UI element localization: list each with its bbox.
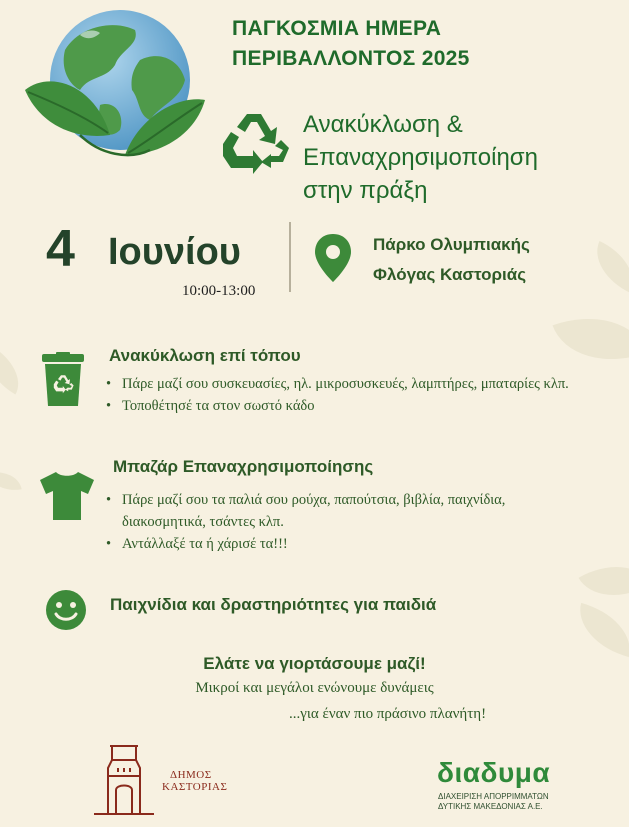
background-leaf: [0, 346, 30, 395]
section-title-recycling: Ανακύκλωση επί τόπου: [109, 346, 301, 365]
location-line-2: Φλόγας Καστοριάς: [373, 265, 527, 284]
subtitle-line-2: Επαναχρησιμοποίηση: [303, 144, 538, 171]
subtitle-line-1: Ανακύκλωση &: [303, 111, 463, 138]
closing-line-1: Μικροί και μεγάλοι ενώνουμε δυνάμεις: [195, 680, 434, 696]
background-leaf: [552, 298, 629, 380]
event-day: 4: [46, 220, 75, 278]
diaduma-logo: διαδυμα: [437, 757, 551, 788]
list-item: • Τοποθέτησέ τα στον σωστό κάδο: [104, 395, 574, 417]
earth-illustration: [20, 5, 210, 170]
title-line-1: ΠΑΓΚΟΣΜΙΑ ΗΜΕΡΑ: [232, 17, 442, 40]
subtitle: [303, 108, 623, 207]
list-item: • Πάρε μαζί σου τα παλιά σου ρούχα, παπούτσια, βιβλία, παιχνίδια, διακοσμητικά, τσάντες κλπ.: [104, 489, 554, 533]
background-leaf: [0, 468, 22, 495]
section-title-reuse-bazaar: Μπαζάρ Επαναχρησιμοποίησης: [113, 457, 374, 476]
dimos-kastorias-logo: [162, 769, 227, 793]
tshirt-icon: [38, 470, 96, 522]
background-leaf: [571, 603, 629, 657]
closing-title: Ελάτε να γιορτάσουμε μαζί!: [203, 654, 426, 673]
diaduma-sub-line-2: ΔΥΤΙΚΗΣ ΜΑΚΕΔΟΝΙΑΣ Α.Ε.: [438, 802, 543, 811]
recycle-icon: [217, 110, 291, 176]
diaduma-sub-line-1: ΔΙΑΧΕΙΡΙΣΗ ΑΠΟΡΡΙΜΜΑΤΩΝ: [438, 792, 549, 801]
dimos-kastorias-logo-icon: [88, 740, 160, 818]
diaduma-subtitle: [438, 792, 549, 812]
recycle-bin-icon: [40, 352, 86, 408]
event-month: Ιουνίου: [108, 231, 241, 273]
closing-line-2: ...για έναν πιο πράσινο πλανήτη!: [289, 706, 487, 722]
event-location: [373, 230, 613, 290]
location-pin-icon: [313, 232, 353, 284]
list-item: • Πάρε μαζί σου συσκευασίες, ηλ. μικροσυσκευές, λαμπτήρες, μπαταρίες κλπ.: [104, 373, 574, 395]
dimos-line-2: ΚΑΣΤΟΡΙΑΣ: [162, 781, 228, 793]
recycling-bullet-list: [104, 373, 574, 417]
dimos-line-1: ΔΗΜΟΣ: [170, 769, 212, 781]
vertical-divider: [289, 222, 291, 292]
list-item: • Αντάλλαξέ τα ή χάρισέ τα!!!: [104, 533, 554, 555]
smiley-icon: [45, 589, 87, 631]
title-line-2: ΠΕΡΙΒΑΛΛΟΝΤΟΣ 2025: [232, 47, 470, 70]
section-title-kids-activities: Παιχνίδια και δραστηριότητες για παιδιά: [110, 595, 437, 614]
reuse-bullet-list: [104, 489, 554, 555]
location-line-1: Πάρκο Ολυμπιακής: [373, 235, 530, 254]
event-time: 10:00-13:00: [182, 283, 256, 299]
page-title: [232, 14, 612, 74]
subtitle-line-3: στην πράξη: [303, 177, 428, 204]
